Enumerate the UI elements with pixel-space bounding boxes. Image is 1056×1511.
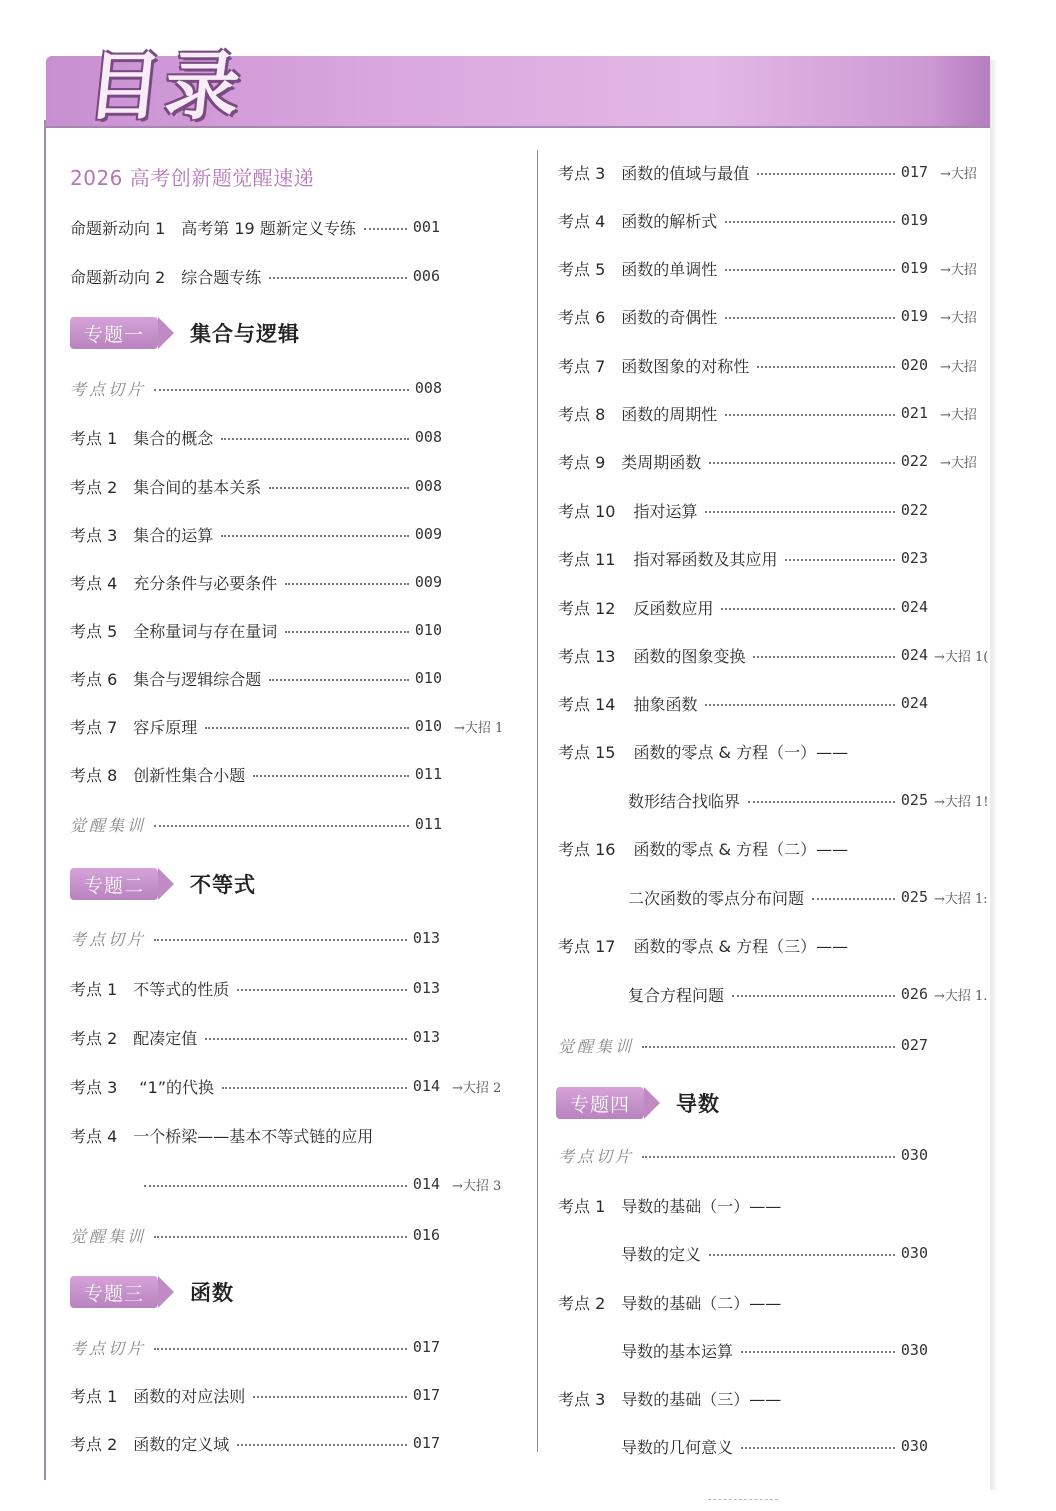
page-number: 024	[900, 646, 928, 664]
toc-entry[interactable]	[558, 257, 977, 279]
entry-title: 高考第 19 题新定义专练	[181, 218, 356, 238]
entry-title: 集合与逻辑综合题	[133, 669, 262, 689]
toc-entry[interactable]	[70, 763, 442, 785]
page-number: 030	[900, 1146, 928, 1164]
leader-dots	[725, 269, 895, 271]
page-number: 008	[414, 477, 442, 495]
toc-entry[interactable]	[558, 837, 928, 859]
entry-title: 数形结合找临界	[628, 791, 741, 811]
page-number: 019	[900, 259, 928, 277]
leader-dots	[205, 727, 409, 729]
leader-dots	[741, 1447, 895, 1449]
leader-dots	[642, 1046, 895, 1048]
leader-dots	[748, 801, 895, 803]
page-number: 008	[414, 428, 442, 446]
leader-dots	[725, 221, 895, 223]
page-number: 014	[412, 1175, 440, 1193]
extra-ref: →大招 3	[452, 1178, 502, 1194]
toc-entry[interactable]	[558, 499, 928, 521]
entry-title: 复合方程问题	[628, 985, 725, 1005]
toc-entry[interactable]	[558, 740, 928, 762]
toc-entry[interactable]	[558, 547, 928, 569]
toc-entry[interactable]	[70, 265, 440, 287]
entry-key: 考点切片	[558, 1146, 635, 1166]
leader-dots	[154, 1348, 407, 1350]
promo-heading: 2026 高考创新题觉醒速递	[70, 166, 315, 190]
extra-ref: →大招 1!	[934, 794, 989, 810]
entry-key: 考点切片	[70, 1338, 147, 1358]
entry-title: 抽象函数	[633, 694, 698, 714]
toc-entry[interactable]	[621, 1242, 928, 1264]
entry-key: 考点 15	[558, 742, 616, 762]
entry-key: 考点 3	[558, 1389, 606, 1409]
page-number: 009	[414, 573, 442, 591]
page-number: 022	[900, 501, 928, 519]
page-number: 022	[900, 452, 928, 470]
toc-entry[interactable]	[70, 377, 442, 399]
page-number: 021	[900, 404, 928, 422]
entry-title: 函数的定义域	[133, 1434, 230, 1454]
toc-entry[interactable]	[70, 813, 442, 835]
entry-key: 考点 5	[70, 621, 118, 641]
leader-dots	[154, 389, 409, 391]
toc-entry[interactable]	[70, 523, 442, 545]
section-name: 集合与逻辑	[190, 322, 301, 346]
toc-entry[interactable]	[70, 1224, 440, 1246]
entry-key: 考点 5	[558, 259, 606, 279]
section-tag: 专题四	[556, 1087, 644, 1119]
page-number: 025	[900, 888, 928, 906]
leader-dots	[741, 1351, 895, 1353]
entry-key: 考点 10	[558, 501, 616, 521]
entry-key: 考点 11	[558, 549, 616, 569]
toc-entry[interactable]	[558, 161, 977, 183]
entry-key: 觉醒集训	[70, 1226, 147, 1246]
leader-dots	[642, 1156, 895, 1158]
leader-dots	[269, 679, 409, 681]
toc-entry[interactable]	[70, 1384, 440, 1406]
entry-key: 考点 4	[70, 1126, 118, 1146]
page-number: 017	[412, 1434, 440, 1452]
leader-dots	[237, 1444, 407, 1446]
extra-ref: →大招 2	[452, 1080, 502, 1096]
leader-dots	[144, 1185, 407, 1187]
toc-entry[interactable]	[621, 1435, 928, 1457]
page-number: 009	[414, 525, 442, 543]
entry-key: 命题新动向 1	[70, 218, 166, 238]
toc-entry[interactable]	[70, 715, 504, 737]
toc-entry[interactable]	[558, 1291, 928, 1313]
entry-key: 考点 7	[70, 717, 118, 737]
toc-entry[interactable]	[70, 571, 442, 593]
page-number: 013	[412, 979, 440, 997]
toc-entry[interactable]	[70, 927, 440, 949]
section-heading	[70, 1275, 234, 1309]
leader-dots	[709, 1254, 895, 1256]
leader-dots	[221, 438, 409, 440]
entry-title: 类周期函数	[621, 452, 702, 472]
leader-dots	[285, 583, 409, 585]
section-heading	[70, 316, 300, 350]
leader-dots	[725, 414, 895, 416]
page-number: 016	[412, 1226, 440, 1244]
entry-key: 考点 1	[558, 1196, 606, 1216]
extra-ref: →大招 1	[454, 720, 504, 736]
toc-entry[interactable]	[70, 475, 442, 497]
leader-dots	[753, 656, 894, 658]
toc-entry[interactable]	[558, 1034, 928, 1056]
toc-entry[interactable]	[70, 1432, 440, 1454]
leader-dots	[757, 366, 895, 368]
leader-dots	[269, 277, 407, 279]
entry-key: 考点 3	[558, 163, 606, 183]
entry-title: 集合间的基本关系	[133, 477, 262, 497]
toc-entry[interactable]	[558, 644, 989, 666]
page-number: 013	[412, 1028, 440, 1046]
entry-key: 觉醒集训	[70, 815, 147, 835]
leader-dots	[253, 1396, 407, 1398]
toc-entry[interactable]	[70, 1336, 440, 1358]
toc-entry[interactable]	[136, 1173, 502, 1195]
toc-entry[interactable]	[558, 692, 928, 714]
entry-key: 考点 2	[70, 477, 118, 497]
entry-key: 考点 12	[558, 598, 616, 618]
page-number: 030	[900, 1341, 928, 1359]
page-number: 030	[900, 1244, 928, 1262]
page-number: 001	[412, 218, 440, 236]
entry-title: 函数的图象变换	[633, 646, 746, 666]
page-number: 025	[900, 791, 928, 809]
page-number: 027	[900, 1036, 928, 1054]
page-number: 020	[900, 356, 928, 374]
leader-dots	[725, 317, 895, 319]
entry-title: 函数的值域与最值	[621, 163, 750, 183]
entry-key: 考点 16	[558, 839, 616, 859]
toc-entry[interactable]	[558, 934, 928, 956]
toc-entry[interactable]	[628, 983, 988, 1005]
page-number: 010	[414, 621, 442, 639]
section-heading	[556, 1086, 720, 1120]
entry-key: 考点 1	[70, 1386, 118, 1406]
toc-entry[interactable]	[558, 305, 977, 327]
entry-title: 创新性集合小题	[133, 765, 246, 785]
column-divider	[537, 150, 538, 1452]
entry-title: 指对幂函数及其应用	[633, 549, 778, 569]
entry-title: 不等式的性质	[133, 979, 230, 999]
entry-title: 全称量词与存在量词	[133, 621, 278, 641]
leader-dots	[785, 559, 894, 561]
entry-key: 考点 8	[558, 404, 606, 424]
page-number: 030	[900, 1437, 928, 1455]
toc-entry[interactable]	[70, 426, 442, 448]
entry-title: 导数的基础（二）——	[621, 1293, 782, 1313]
entry-title: 一个桥梁——基本不等式链的应用	[133, 1126, 374, 1146]
toc-entry[interactable]	[70, 977, 440, 999]
extra-ref: →大招	[940, 359, 977, 375]
page-number: 026	[900, 985, 928, 1003]
section-tag: 专题三	[70, 1276, 158, 1308]
page-number: 011	[414, 815, 442, 833]
section-tag: 专题一	[70, 317, 158, 349]
leader-dots	[285, 631, 409, 633]
page-number: 017	[412, 1386, 440, 1404]
extra-ref: →大招	[940, 310, 977, 326]
entry-key: 考点 2	[70, 1028, 118, 1048]
toc-entry[interactable]	[70, 667, 442, 689]
entry-title: 函数的零点 & 方程（二）——	[633, 839, 849, 859]
page-edge-shadow	[990, 60, 998, 1490]
entry-title: 函数的零点 & 方程（三）——	[633, 936, 849, 956]
page-number: 006	[412, 267, 440, 285]
toc-entry[interactable]	[558, 1194, 928, 1216]
entry-key: 考点切片	[70, 379, 147, 399]
bottom-mark	[708, 1488, 778, 1500]
section-name: 函数	[190, 1281, 235, 1305]
toc-entry[interactable]	[558, 1387, 928, 1409]
entry-title: 函数的对应法则	[133, 1386, 246, 1406]
entry-title: 导数的基础（三）——	[621, 1389, 782, 1409]
entry-title: 函数的解析式	[621, 211, 718, 231]
page-number: 019	[900, 307, 928, 325]
leader-dots	[812, 898, 895, 900]
leader-dots	[705, 704, 894, 706]
extra-ref: →大招 1.	[934, 988, 988, 1004]
page-number: 024	[900, 694, 928, 712]
entry-title: 集合的概念	[133, 428, 214, 448]
entry-key: 考点切片	[70, 929, 147, 949]
page-number: 010	[414, 669, 442, 687]
extra-ref: →大招	[940, 455, 977, 471]
section-name: 导数	[676, 1092, 721, 1116]
entry-title: 容斥原理	[133, 717, 198, 737]
entry-title: 集合的运算	[133, 525, 214, 545]
toc-entry[interactable]	[70, 216, 440, 238]
entry-key: 考点 2	[70, 1434, 118, 1454]
entry-key: 觉醒集训	[558, 1036, 635, 1056]
leader-dots	[154, 1236, 407, 1238]
extra-ref: →大招	[940, 407, 977, 423]
entry-title: 反函数应用	[633, 598, 714, 618]
entry-key: 考点 6	[558, 307, 606, 327]
extra-ref: →大招 1:	[934, 891, 988, 907]
entry-title: 导数的基本运算	[621, 1341, 734, 1361]
toc-entry[interactable]	[628, 789, 989, 811]
leader-dots	[154, 825, 409, 827]
extra-ref: →大招	[940, 166, 977, 182]
leader-dots	[757, 173, 895, 175]
toc-entry[interactable]	[70, 1075, 502, 1097]
entry-key: 考点 1	[70, 428, 118, 448]
toc-entry[interactable]	[621, 1339, 928, 1361]
entry-title: “1”的代换	[139, 1077, 215, 1097]
entry-title: 函数的零点 & 方程（一）——	[633, 742, 849, 762]
entry-title: 导数的定义	[621, 1244, 702, 1264]
entry-key: 考点 7	[558, 356, 606, 376]
left-margin-rule	[44, 120, 46, 1480]
toc-entry[interactable]	[70, 1124, 440, 1146]
page-number: 013	[412, 929, 440, 947]
entry-key: 考点 4	[558, 211, 606, 231]
leader-dots	[705, 511, 894, 513]
page-number: 008	[414, 379, 442, 397]
page-number: 024	[900, 598, 928, 616]
entry-key: 考点 4	[70, 573, 118, 593]
toc-entry[interactable]	[558, 596, 928, 618]
entry-key: 考点 9	[558, 452, 606, 472]
entry-key: 考点 14	[558, 694, 616, 714]
page-number: 011	[414, 765, 442, 783]
section-tag: 专题二	[70, 868, 158, 900]
entry-key: 考点 3	[70, 525, 118, 545]
leader-dots	[253, 775, 409, 777]
entry-key: 考点 17	[558, 936, 616, 956]
page-number: 014	[412, 1077, 440, 1095]
entry-title: 函数的奇偶性	[621, 307, 718, 327]
entry-title: 综合题专练	[181, 267, 262, 287]
page-number: 017	[412, 1338, 440, 1356]
entry-key: 考点 13	[558, 646, 616, 666]
entry-key: 命题新动向 2	[70, 267, 166, 287]
page-title: 目录	[82, 44, 248, 130]
toc-entry[interactable]	[558, 354, 977, 376]
toc-entry[interactable]	[70, 1026, 440, 1048]
leader-dots	[732, 995, 895, 997]
toc-entry[interactable]	[558, 209, 928, 231]
entry-key: 考点 8	[70, 765, 118, 785]
extra-ref: →大招	[940, 262, 977, 278]
extra-ref: →大招 1(	[934, 649, 989, 665]
entry-key: 考点 6	[70, 669, 118, 689]
entry-title: 导数的几何意义	[621, 1437, 734, 1457]
leader-dots	[222, 1087, 407, 1089]
entry-key: 考点 3	[70, 1077, 118, 1097]
leader-dots	[721, 608, 894, 610]
leader-dots	[221, 535, 409, 537]
page-number: 010	[414, 717, 442, 735]
leader-dots	[364, 228, 407, 230]
leader-dots	[237, 989, 407, 991]
toc-entry[interactable]	[628, 886, 988, 908]
section-name: 不等式	[190, 873, 257, 897]
section-heading	[70, 867, 256, 901]
toc-entry[interactable]	[70, 619, 442, 641]
entry-key: 考点 2	[558, 1293, 606, 1313]
leader-dots	[205, 1038, 407, 1040]
entry-key: 考点 1	[70, 979, 118, 999]
toc-entry[interactable]	[558, 402, 977, 424]
page-number: 023	[900, 549, 928, 567]
page-number: 019	[900, 211, 928, 229]
leader-dots	[154, 939, 407, 941]
page-number: 017	[900, 163, 928, 181]
toc-entry[interactable]	[558, 450, 977, 472]
entry-title: 指对运算	[633, 501, 698, 521]
entry-title: 函数的单调性	[621, 259, 718, 279]
entry-title: 二次函数的零点分布问题	[628, 888, 805, 908]
entry-title: 充分条件与必要条件	[133, 573, 278, 593]
entry-title: 函数的周期性	[621, 404, 718, 424]
entry-title: 导数的基础（一）——	[621, 1196, 782, 1216]
leader-dots	[709, 462, 895, 464]
entry-title: 配凑定值	[133, 1028, 198, 1048]
leader-dots	[269, 487, 409, 489]
entry-title: 函数图象的对称性	[621, 356, 750, 376]
toc-entry[interactable]	[558, 1144, 928, 1166]
